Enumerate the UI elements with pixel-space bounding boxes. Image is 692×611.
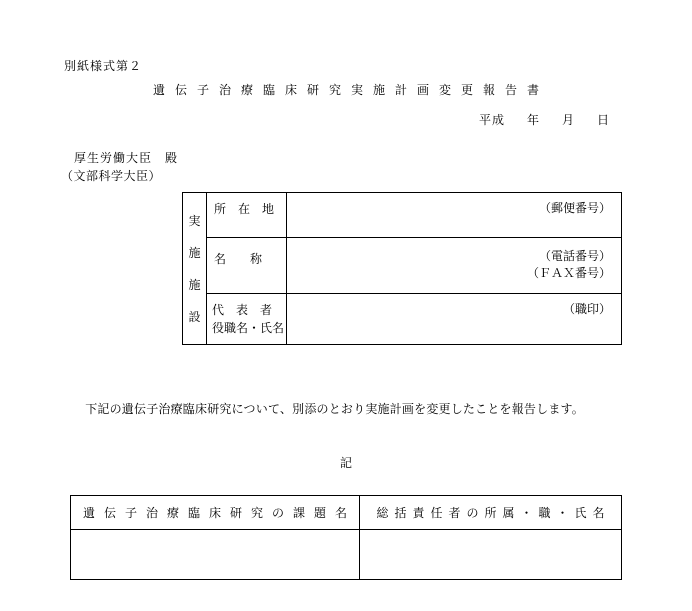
- addressee-primary: 厚生労働大臣 殿: [74, 151, 179, 165]
- vertical-header-char: 施: [188, 246, 201, 260]
- research-title-header: 遺伝子治療臨床研究の課題名: [71, 496, 360, 530]
- ki-marker: 記: [339, 456, 352, 470]
- date-era-label: 平成: [479, 113, 506, 127]
- representative-value-cell: [287, 294, 621, 344]
- body-paragraph: 下記の遺伝子治療臨床研究について、別添のとおり実施計画を変更したことを報告します。: [73, 402, 584, 416]
- representative-label: [207, 294, 287, 344]
- supervisor-cell: [360, 530, 621, 579]
- vertical-header-char: 施: [188, 278, 201, 292]
- table-row-location: [207, 193, 621, 238]
- name-value-cell: [287, 238, 621, 293]
- addressee-secondary: （文部科学大臣）: [61, 169, 162, 183]
- research-table: [70, 495, 622, 580]
- facility-table: [182, 192, 622, 345]
- fax-number-annotation: （ＦＡＸ番号）: [526, 266, 611, 280]
- facility-table-vertical-header: [183, 193, 207, 344]
- vertical-header-char: 実: [188, 214, 201, 228]
- vertical-header-char: 設: [188, 310, 201, 324]
- name-label: 名 称: [207, 238, 287, 293]
- phone-number-annotation: （電話番号）: [538, 249, 611, 263]
- date-year-label: 年: [527, 113, 541, 127]
- representative-label-line2: 役職名・氏名: [212, 321, 285, 335]
- postal-code-annotation: （郵便番号）: [538, 201, 611, 215]
- document-title: 遺伝子治療臨床研究実施計画変更報告書: [152, 83, 549, 97]
- representative-label-line1: 代 表 者: [212, 303, 273, 317]
- table-row-representative: [207, 294, 621, 344]
- table-row-name: [207, 238, 621, 294]
- date-day-label: 日: [597, 113, 611, 127]
- location-label: 所 在 地: [207, 193, 287, 237]
- form-number-label: 別紙様式第２: [64, 59, 143, 73]
- facility-table-rows: [207, 193, 621, 344]
- date-line: [479, 111, 610, 128]
- official-seal-annotation: （職印）: [562, 302, 611, 316]
- supervisor-header: 総括責任者の所属・職・氏名: [360, 496, 621, 530]
- location-value-cell: [287, 193, 621, 237]
- research-title-cell: [71, 530, 360, 579]
- date-month-label: 月: [562, 113, 576, 127]
